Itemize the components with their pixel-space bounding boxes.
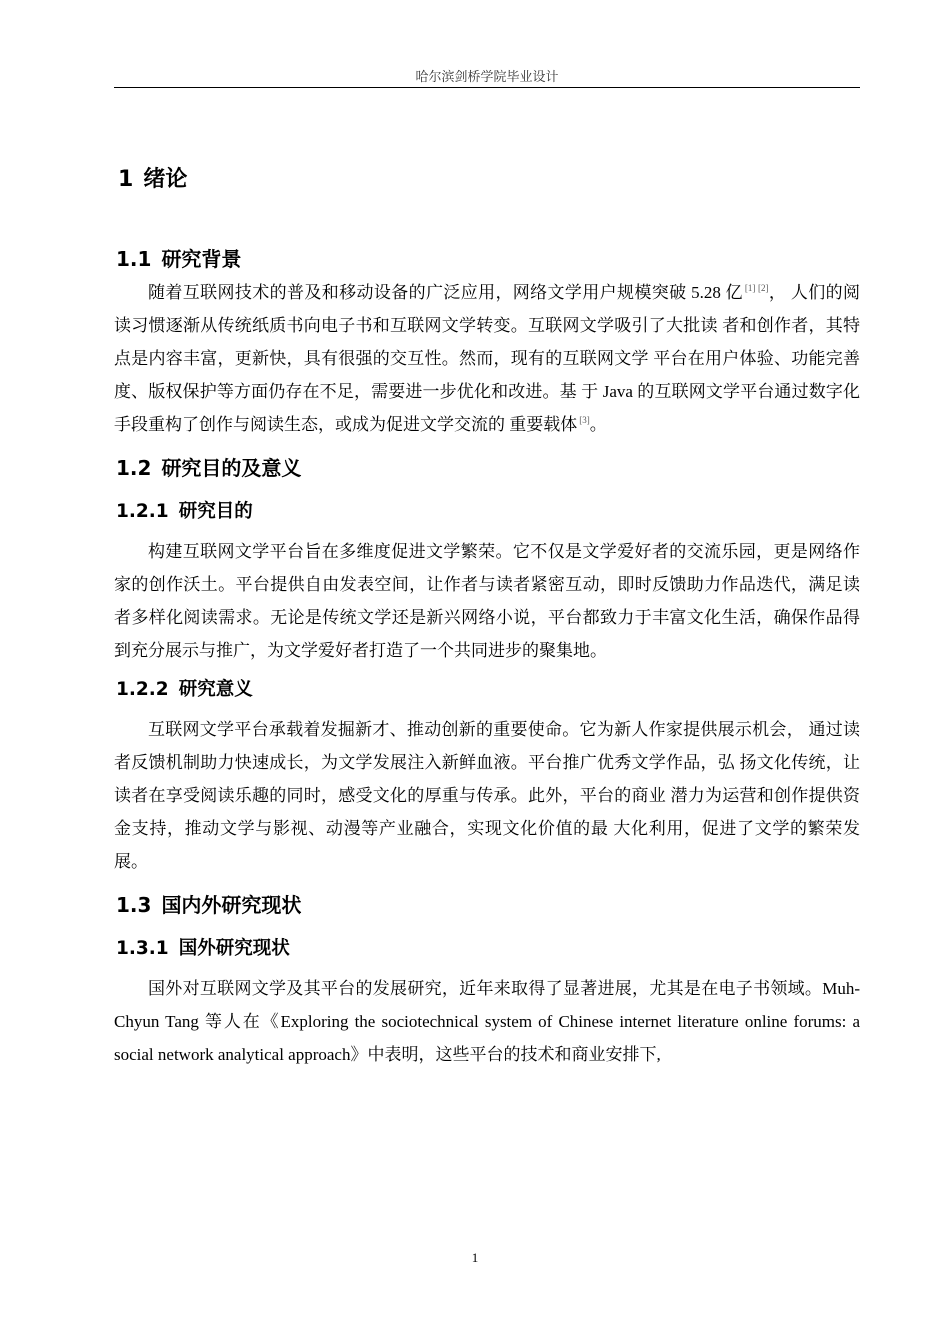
subsection-title: 研究目的 (178, 501, 253, 522)
paragraph-research-purpose: 构建互联网文学平台旨在多维度促进文学繁荣。它不仅是文学爱好者的交流乐园，更是网络作家的创作沃土。平台提供自由发表空间，让作者与读者紧密互动，即时反馈助力作品迭代，满足读者多样化阅读需求。无论是传统文学还是新兴网络小说，平台都致力于丰富文化生活，确保作品得到充分展示与推广，为文学爱好者打造了一个共同进步的聚集地。 (114, 542, 860, 660)
paragraph-text: ， 人们的阅读习惯逐渐从传统纸质书向电子书和互联网文学转变。互联网文学吸引了大批读 者和创作者，其特点是内容丰富，更新快，具有很强的交互性。然而，现有的互联网文学 平台在用户体验、功能完善度、版权保护等方面仍存在不足，需要进一步优化和改进。基 于 Java 的互联网文学平台通过数字化手段重构了创作与阅读生态，或成为促进文学交流的 重要载体 (114, 283, 861, 434)
chapter-title (118, 160, 860, 200)
subsection-number: 1.2.1 (116, 501, 169, 522)
section-title: 研究目的及意义 (161, 456, 302, 480)
page-number: 1 (471, 1250, 479, 1265)
paragraph-text: 。 (589, 415, 607, 434)
chapter-title-text: 绪论 (143, 167, 188, 192)
subsection-heading-1-2-1 (114, 495, 860, 529)
running-header: 哈尔滨剑桥学院毕业设计 (415, 69, 559, 84)
subsection-heading-1-2-2 (114, 673, 860, 707)
section-heading-1-3 (114, 888, 860, 922)
section-heading-1-2 (114, 451, 860, 485)
section-number: 1.1 (116, 247, 152, 271)
citation-1-2: [1] [2] (744, 283, 769, 293)
subsection-heading-1-3-1 (114, 932, 860, 966)
section-title: 研究背景 (161, 247, 242, 271)
subsection-number: 1.2.2 (116, 679, 169, 700)
section-heading-1-1 (114, 242, 860, 276)
section-title: 国内外研究现状 (161, 893, 302, 917)
paragraph-research-significance: 互联网文学平台承载着发掘新才、推动创新的重要使命。它为新人作家提供展示机会， 通过读者反馈机制助力快速成长，为文学发展注入新鲜血液。平台推广优秀文学作品，弘 扬文化传统，让读者在享受阅读乐趣的同时，感受文化的厚重与传承。此外，平台的商业 潜力为运营和创作提供资金支持，推动文学与影视、动漫等产业融合，实现文化价值的最 大化利用，促进了文学的繁荣发展。 (114, 720, 860, 871)
header-rule (114, 87, 860, 88)
section-number: 1.3 (116, 893, 152, 917)
subsection-title: 研究意义 (178, 679, 253, 700)
paragraph-research-background (114, 276, 860, 441)
paragraph-foreign-research: 国外对互联网文学及其平台的发展研究，近年来取得了显著进展，尤其是在电子书领域。Muh-Chyun Tang 等人在《Exploring the sociotechnical system of Chinese internet literature online forums: a social network analytical approach》中表明，这些平台的技术和商业安排下, (114, 979, 860, 1064)
section-number: 1.2 (116, 456, 152, 480)
document-body (114, 160, 860, 1071)
subsection-title: 国外研究现状 (178, 938, 290, 959)
chapter-number: 1 (118, 167, 134, 192)
citation-3: [3] (579, 415, 590, 425)
paragraph-text: 随着互联网技术的普及和移动设备的广泛应用，网络文学用户规模突破 5.28 亿 (148, 283, 743, 302)
subsection-number: 1.3.1 (116, 938, 169, 959)
